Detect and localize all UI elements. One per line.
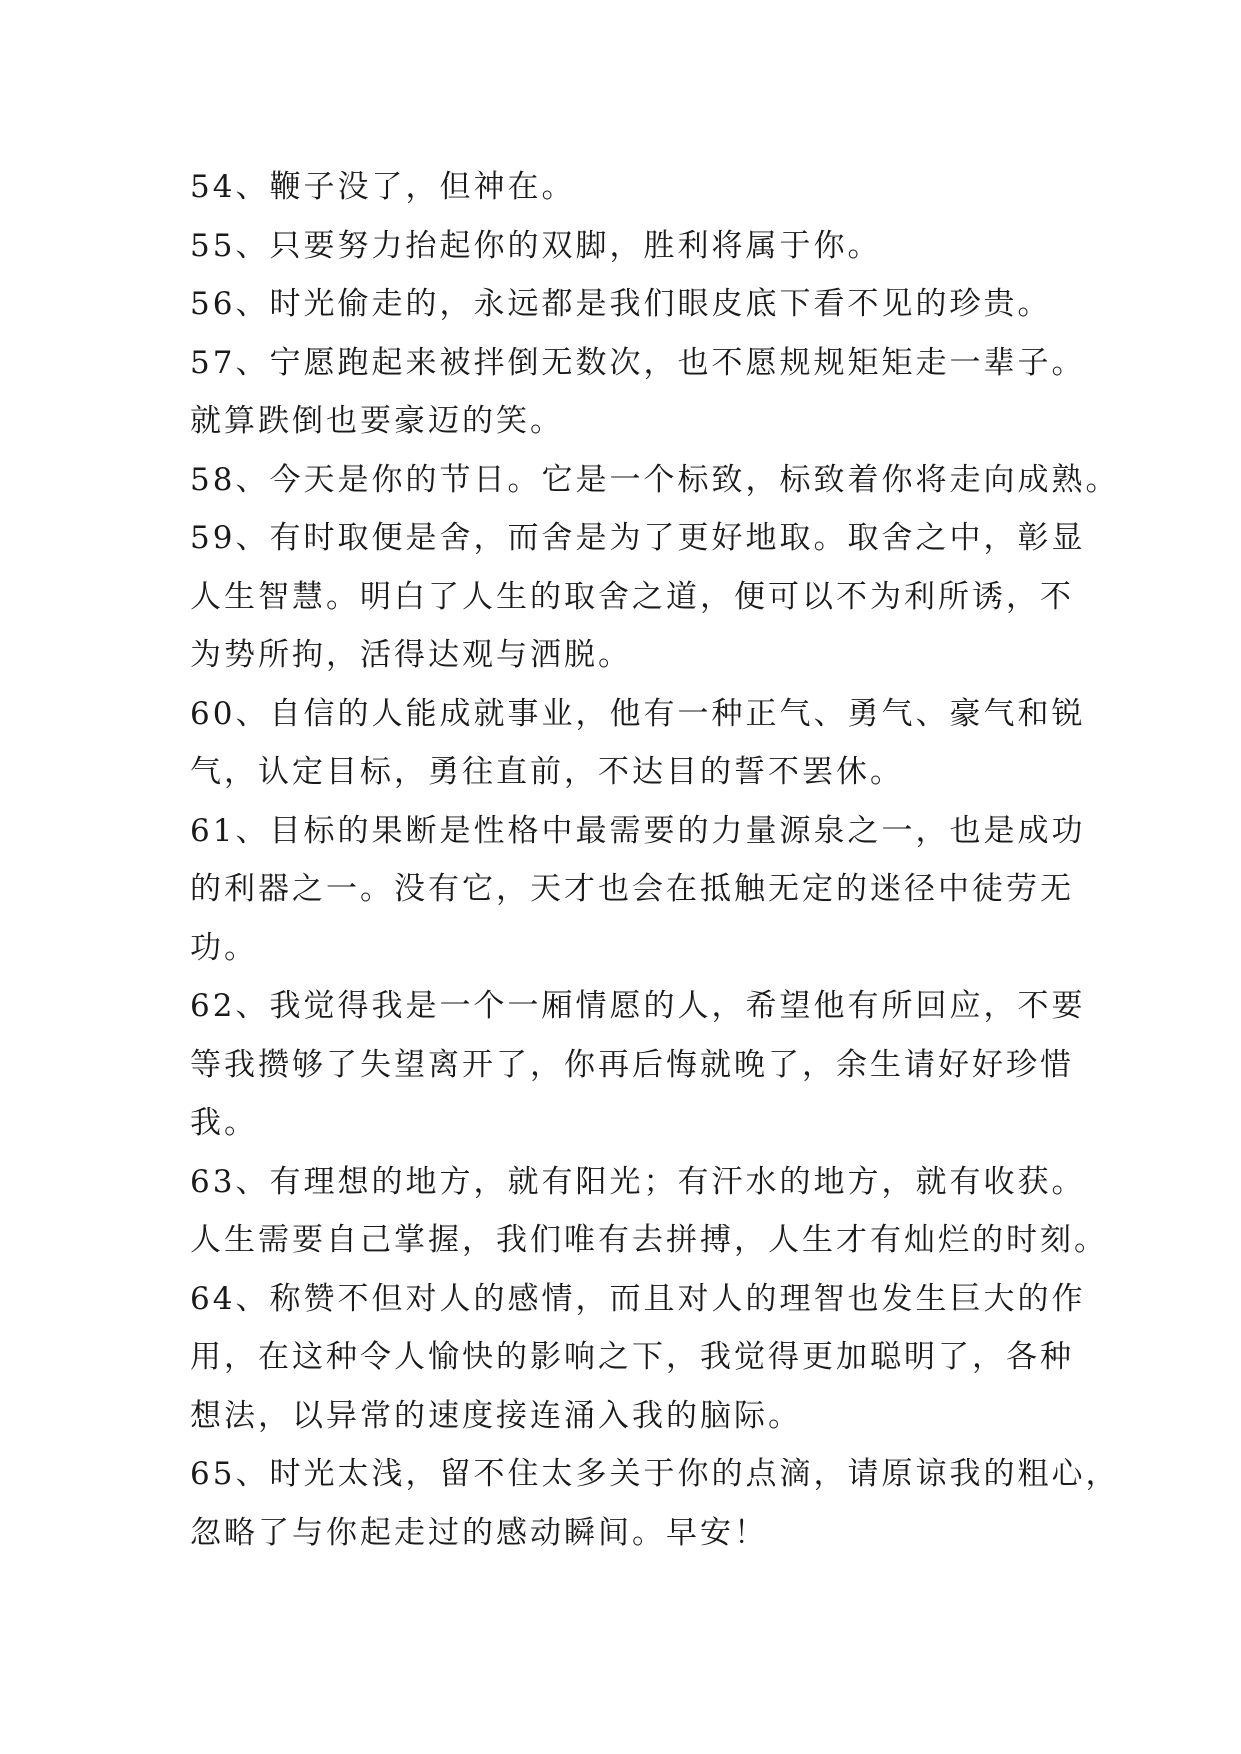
text-line: 用，在这种令人愉快的影响之下，我觉得更加聪明了，各种 — [190, 1339, 1074, 1375]
text-line: 人生需要自己掌握，我们唯有去拼搏，人生才有灿烂的时刻。 — [190, 1222, 1108, 1258]
list-item-59 — [190, 509, 1090, 685]
text-line: 忽略了与你起走过的感动瞬间。早安！ — [190, 1514, 768, 1551]
list-item-58 — [190, 451, 1120, 510]
text-line: 人生智慧。明白了人生的取舍之道，便可以不为利所诱，不 — [190, 578, 1074, 615]
text-line: 61、目标的果断是性格中最需要的力量源泉之一，也是成功 — [190, 812, 1086, 849]
text-line: 我。 — [190, 1105, 258, 1141]
text-line: 62、我觉得我是一个一厢情愿的人，希望他有所回应，不要 — [190, 988, 1086, 1024]
text-line: 为势所拘，活得达观与洒脱。 — [190, 637, 632, 673]
list-item-57 — [190, 334, 1090, 451]
text-line: 58、今天是你的节日。它是一个标致，标致着你将走向成熟。 — [190, 461, 1120, 498]
text-line: 65、时光太浅，留不住太多关于你的点滴，请原谅我的粗心， — [190, 1456, 1120, 1492]
text-line: 功。 — [190, 929, 258, 966]
text-line: 64、称赞不但对人的感情，而且对人的理智也发生巨大的作 — [190, 1280, 1086, 1317]
list-item-63 — [190, 1153, 1108, 1270]
list-item-55 — [190, 217, 1090, 276]
text-line: 就算跌倒也要豪迈的笑。 — [190, 403, 564, 439]
list-item-61 — [190, 802, 1090, 978]
text-line: 54、鞭子没了，但神在。 — [190, 169, 576, 205]
text-line: 想法，以异常的速度接连涌入我的脑际。 — [190, 1397, 802, 1434]
text-line: 63、有理想的地方，就有阳光；有汗水的地方，就有收获。 — [190, 1163, 1086, 1200]
text-line: 57、宁愿跑起来被拌倒无数次，也不愿规规矩矩走一辈子。 — [190, 344, 1086, 381]
text-line: 56、时光偷走的，永远都是我们眼皮底下看不见的珍贵。 — [190, 286, 1052, 322]
list-item-65 — [190, 1445, 1120, 1562]
list-item-56 — [190, 275, 1090, 334]
document-body — [190, 158, 1120, 1562]
text-line: 60、自信的人能成就事业，他有一种正气、勇气、豪气和锐 — [190, 695, 1086, 732]
text-line: 气，认定目标，勇往直前，不达目的誓不罢休。 — [190, 754, 904, 790]
text-line: 59、有时取便是舍，而舍是为了更好地取。取舍之中，彰显 — [190, 520, 1086, 556]
list-item-64 — [190, 1270, 1090, 1446]
list-item-60 — [190, 685, 1090, 802]
text-line: 的利器之一。没有它，天才也会在抵触无定的迷径中徒劳无 — [190, 871, 1074, 907]
text-line: 55、只要努力抬起你的双脚，胜利将属于你。 — [190, 227, 882, 264]
list-item-54 — [190, 158, 1090, 217]
text-line: 等我攒够了失望离开了，你再后悔就晚了，余生请好好珍惜 — [190, 1046, 1074, 1083]
list-item-62 — [190, 977, 1090, 1153]
